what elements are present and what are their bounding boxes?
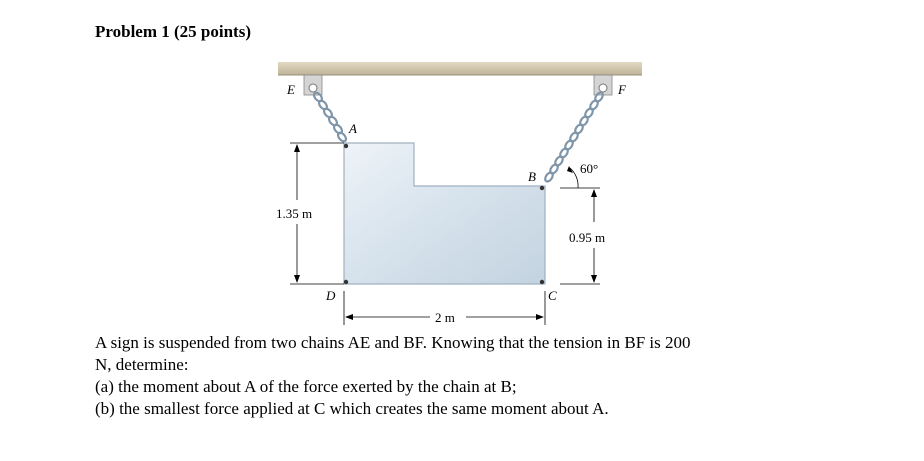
angle-label: 60° bbox=[580, 161, 599, 176]
problem-line-3: (a) the moment about A of the force exerted by the chain at B; bbox=[95, 377, 517, 396]
bracket-e bbox=[304, 75, 322, 95]
problem-line-4: (b) the smallest force applied at C which creates the same moment about A. bbox=[95, 399, 609, 418]
label-d: D bbox=[326, 288, 336, 303]
dimension-right-label: 0.95 m bbox=[569, 230, 606, 245]
bracket-f bbox=[594, 75, 612, 95]
point-b-dot bbox=[540, 186, 544, 190]
point-a-dot bbox=[344, 144, 348, 148]
problem-line-2: N, determine: bbox=[95, 355, 189, 374]
problem-statement bbox=[95, 332, 835, 420]
label-f: F bbox=[618, 82, 626, 97]
ceiling-beam bbox=[278, 62, 642, 75]
label-b: B bbox=[528, 169, 536, 184]
dimension-left-label: 1.35 m bbox=[276, 206, 313, 221]
problem-line-1: A sign is suspended from two chains AE and BF. Knowing that the tension in BF is 200 bbox=[95, 333, 691, 352]
sign-plate bbox=[344, 143, 545, 284]
label-a: A bbox=[349, 121, 357, 136]
point-c-dot bbox=[540, 280, 544, 284]
label-e: E bbox=[287, 82, 295, 97]
dimension-bottom-label: 2 m bbox=[435, 310, 455, 325]
label-c: C bbox=[548, 288, 557, 303]
chain-ae bbox=[312, 91, 347, 143]
point-d-dot bbox=[344, 280, 348, 284]
problem-title: Problem 1 (25 points) bbox=[95, 22, 251, 41]
